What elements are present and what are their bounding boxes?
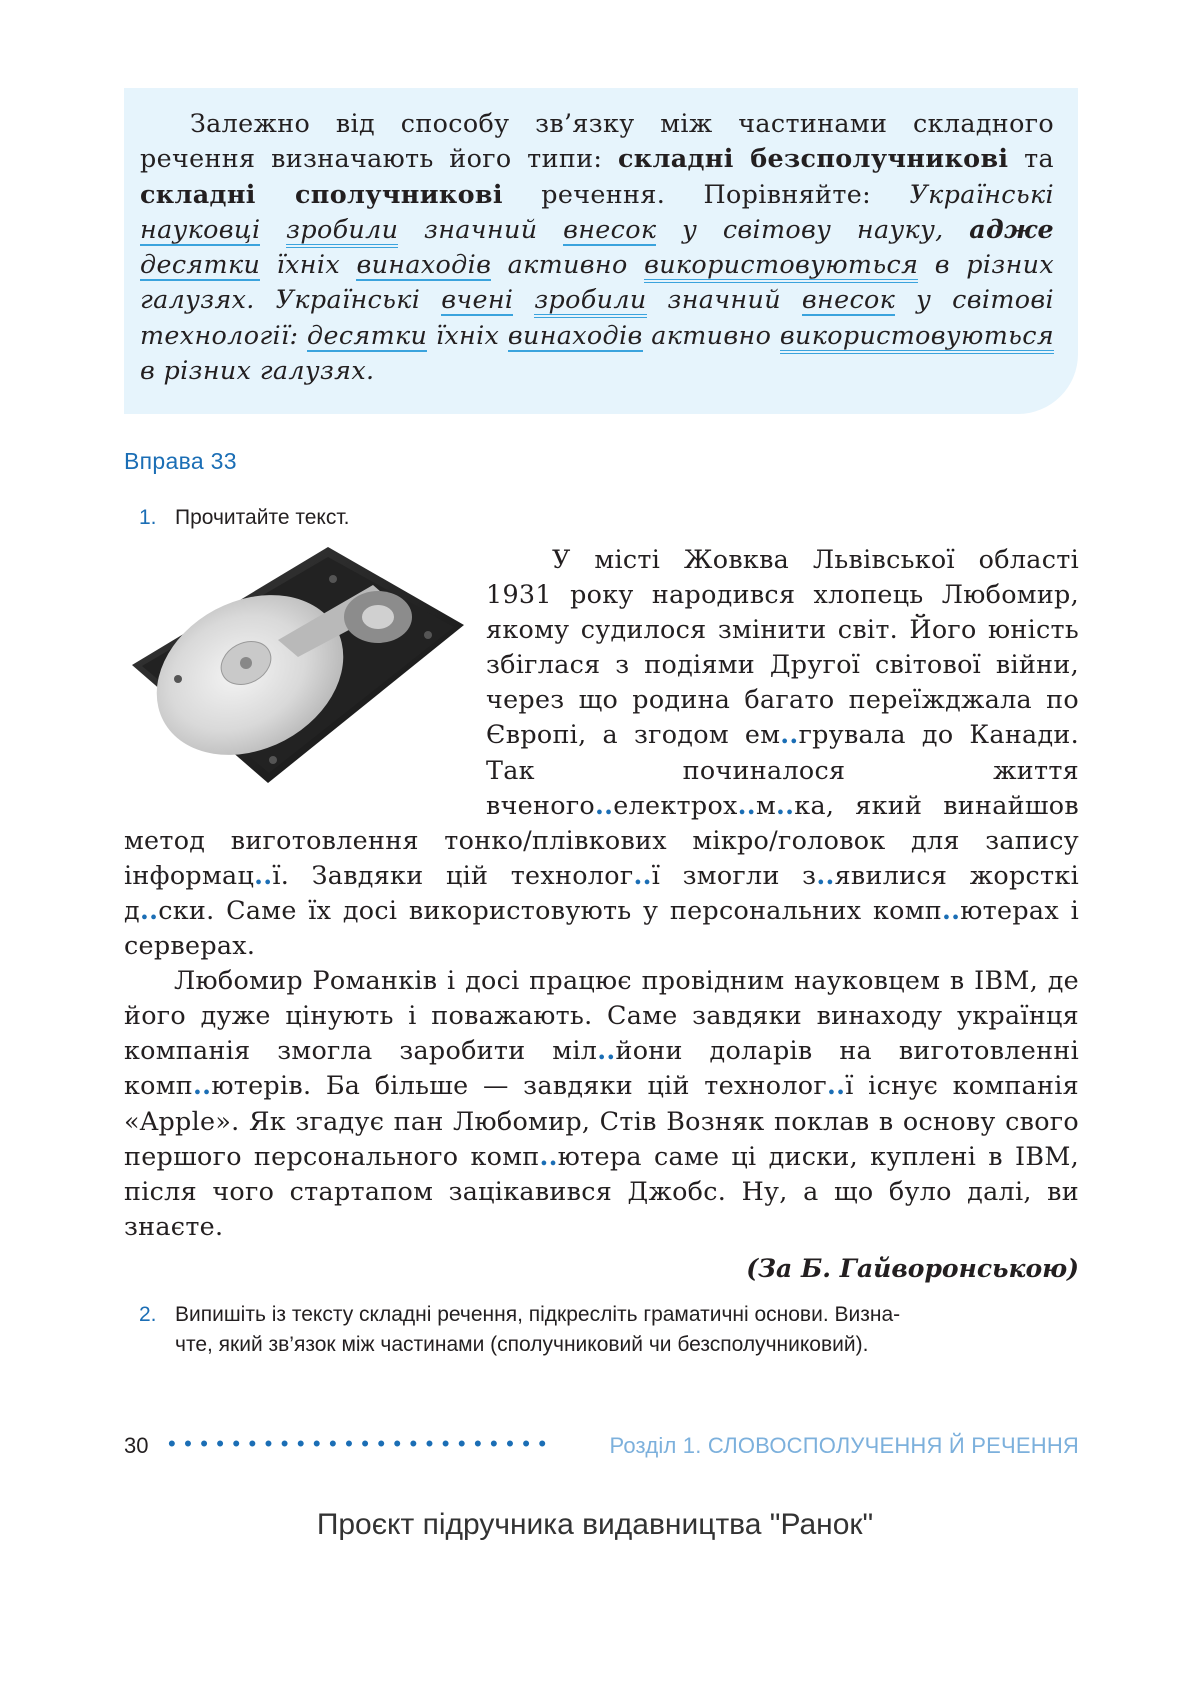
task-2 [139, 1300, 1079, 1360]
rule-and: та [1024, 143, 1055, 174]
letter-gap: .. [737, 789, 756, 820]
reading-text [124, 542, 1079, 1244]
letter-gap: .. [633, 859, 652, 890]
ex-word: Українські [275, 284, 421, 315]
ex-subject: десятки [140, 249, 261, 280]
watermark: Проєкт підручника видавництва "Ранок" [316, 1508, 874, 1541]
ex-word: в різних галузях. [140, 355, 375, 386]
text-run: грувала до Канади. Так починалося життя вченого [486, 719, 1080, 820]
ex-word: у світові технології: [140, 284, 1054, 350]
letter-gap: .. [595, 789, 614, 820]
ex-subject: винаходів [507, 319, 643, 350]
rule-compare: речення. Порівняйте: [541, 178, 871, 209]
section-title: Розділ 1. СЛОВОСПОЛУЧЕННЯ Й РЕЧЕННЯ [609, 1433, 1079, 1458]
letter-gap: .. [816, 859, 835, 890]
text-run: ї змогли з [651, 859, 817, 890]
letter-gap: .. [254, 859, 273, 890]
text-run: Любомир Романків і досі працює провідним науковцем в IBM, де його дуже цінують і поважають. Саме завдяки винаходу українця компанія змогла заробити міл [124, 965, 1079, 1066]
ex-word: у світову науку, [682, 213, 944, 244]
ex-word: значний [667, 284, 781, 315]
letter-gap: .. [780, 719, 799, 750]
ex-word: в різних галузях. [140, 249, 1055, 315]
text-run: ютерах і серверах. [124, 894, 1079, 961]
text-run: ютера саме ці диски, куплені в IBM, після чого стартапом зацікавився Джобс. Ну, а що було далі, ви знаєте. [124, 1140, 1079, 1241]
exercise-title: Вправа 33 [124, 448, 237, 474]
text-run: ї існує компанія «Apple». Як згадує пан Любомир, Стів Возняк поклав в основу свого першого персонального комп [124, 1070, 1080, 1171]
text-run: У місті Жовква Львівської області 1931 року народився хлопець Любомир, якому судилося змінити світ. Його юність збіглася з подіями Другої світової війни, через що родина багато переїжджала по Європі, а згодом ем [486, 544, 1079, 750]
ex-word: активно [651, 319, 772, 350]
ex-subject: вчені [441, 284, 514, 315]
ex-subject: винаходів [356, 249, 492, 280]
text-run: ї. Завдяки цій технолог [272, 859, 634, 890]
text-run: ка, який винайшов метод виготовлення тонко/плівкових мікро/головок для запису інформац [124, 789, 1079, 890]
ex-predicate: зробили [534, 284, 646, 318]
task-number: 2. [139, 1303, 157, 1326]
ex-predicate: використовуються [780, 320, 1054, 354]
letter-gap: .. [597, 1035, 616, 1066]
letter-gap: .. [539, 1140, 558, 1171]
letter-gap: .. [942, 894, 961, 925]
text-run: м [755, 789, 776, 820]
letter-gap: .. [139, 894, 159, 925]
task-number: 1. [139, 506, 157, 529]
text-run: ски. Саме їх досі використовують у персональних комп [158, 894, 942, 925]
ex-predicate: використовуються [644, 249, 918, 283]
text-run: йони доларів на виготовленні комп [124, 1035, 1079, 1101]
letter-gap: .. [193, 1070, 212, 1101]
page-number: 30 [124, 1433, 149, 1458]
text-source: (За Б. Гайворонською) [746, 1254, 1079, 1283]
ex-conjunction: адже [969, 213, 1055, 244]
ex-predicate: зробили [286, 214, 398, 248]
rule-text [140, 106, 1054, 388]
text-run: електрох [613, 789, 738, 820]
task-text: Випишіть із тексту складні речення, підкресліть граматичні основи. Визна- [175, 1303, 901, 1326]
ex-word: їхніх [276, 249, 341, 280]
paragraph-2 [124, 963, 1079, 1244]
ex-subject: внесок [801, 284, 896, 315]
task-text-continued: чте, який зв’язок між частинами (сполучниковий чи безсполучниковий). [175, 1333, 869, 1356]
ex-word: активно [507, 249, 628, 280]
letter-gap: .. [776, 789, 795, 820]
task-text: Прочитайте текст. [175, 506, 350, 529]
text-run: ютерів. Ба більше — завдяки цій технолог [211, 1070, 827, 1101]
letter-gap: .. [826, 1070, 846, 1101]
footer-dots: •••••••••••••••••••••••• [168, 1431, 555, 1456]
ex-subject: десятки [307, 319, 428, 350]
rule-intro: Залежно від способу зв’язку між частинами складного речення визначають його типи: [140, 108, 1054, 174]
ex-word: Українські [909, 178, 1055, 209]
term-syndetic: складні сполучникові [140, 178, 503, 209]
page-footer [124, 1433, 1079, 1463]
example-2 [140, 284, 1054, 385]
ex-subject: науковці [140, 213, 261, 244]
term-asyndetic: складні безсполучникові [617, 143, 1009, 174]
image-spacer [124, 542, 486, 792]
task-1 [139, 503, 349, 533]
text-run: явилися жорсткі д [124, 859, 1079, 925]
ex-subject: внесок [563, 213, 657, 244]
ex-word: їхніх [435, 319, 500, 350]
rule-box [124, 88, 1078, 414]
ex-word: значний [424, 213, 538, 244]
